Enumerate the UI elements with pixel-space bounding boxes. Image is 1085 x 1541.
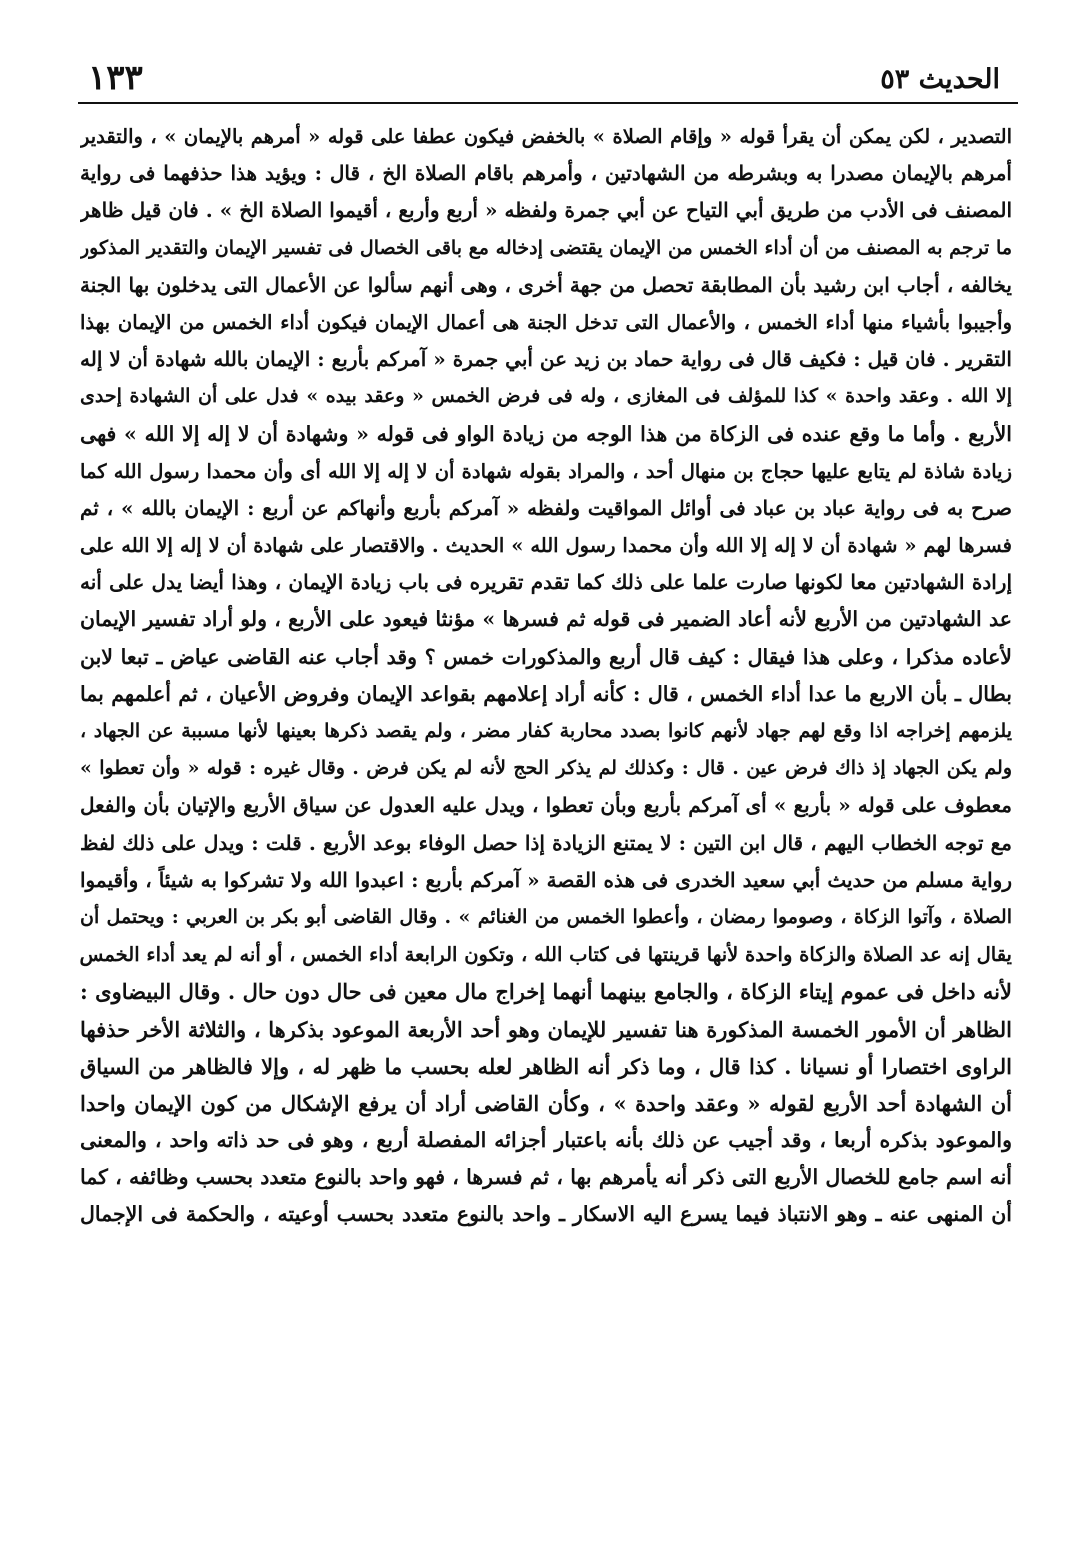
text-line: إرادة الشهادتين معا لكونها صارت علما على ذلك كما تقدم تقريره فى باب زيادة الإيمان ، وهذا أيضا يدل على أنه bbox=[80, 570, 1012, 595]
section-title: الحديث ٥٣ bbox=[880, 64, 1000, 95]
text-line: ولم يكن الجهاد إذ ذاك فرض عين . قال : وكذلك لم يذكر الحج لأنه لم يكن فرض . وقال غيره : قوله « وأن تعطوا » bbox=[80, 757, 1012, 780]
text-line: المصنف فى الأدب من طريق أبي التياح عن أبي جمرة ولفظه « أربع وأربع ، أقيموا الصلاة الخ » . فان قيل ظاهر bbox=[80, 198, 1012, 223]
text-line: والموعود بذكره أربعا ، وقد أجيب عن ذلك بأنه باعتبار أجزائه المفصلة أربع ، وهو فى حد ذاته واحد ، والمعنى bbox=[80, 1128, 1012, 1153]
header-rule bbox=[78, 102, 1018, 104]
text-line: وأجيبوا بأشياء منها أداء الخمس ، والأعمال التى تدخل الجنة هى أعمال الإيمان فيكون أداء الخمس من الإيمان بهذا bbox=[80, 310, 1012, 334]
page-number: ١٣٣ bbox=[88, 58, 143, 98]
text-line: أنه اسم جامع للخصال الأربع التى ذكر أنه يأمرهم بها ، ثم فسرها ، فهو واحد بالنوع متعدد بحسب وظائفه ، كما bbox=[80, 1165, 1012, 1190]
text-line: معطوف على قوله « بأربع » أى آمركم بأربع وبأن تعطوا ، ويدل عليه العدول عن سياق الأربع والإتيان بأن والفعل bbox=[80, 793, 1012, 818]
text-line: يلزمهم إخراجه اذا وقع لهم جهاد لأنهم كانوا بصدد محاربة كفار مضر ، ولم يقصد ذكرها بعينها لأنها مسببة عن الجهاد ، bbox=[80, 720, 1012, 742]
text-line: رواية مسلم من حديث أبي سعيد الخدرى فى هذه القصة « آمركم بأربع : اعبدوا الله ولا تشركوا به شيئاً ، وأقيموا bbox=[80, 867, 1012, 892]
text-line: عد الشهادتين من الأربع لأنه أعاد الضمير فى قوله ثم فسرها » مؤنثا فيعود على الأربع ، ولو أراد تفسير الإيمان bbox=[80, 607, 1012, 632]
text-line: ما ترجم به المصنف من أن أداء الخمس من الإيمان يقتضى إدخاله مع باقى الخصال فى تفسير الإيمان والتقدير المذكور bbox=[80, 236, 1012, 259]
text-line: يخالفه ، أجاب ابن رشيد بأن المطابقة تحصل من جهة أخرى ، وهى أنهم سألوا عن الأعمال التى يدخلون بها الجنة bbox=[80, 272, 1012, 297]
text-line: إلا الله . وعقد واحدة » كذا للمؤلف فى المغازى ، وله فى فرض الخمس « وعقد بيده » فدل على أن الشهادة إحدى bbox=[80, 385, 1012, 408]
text-line: الظاهر أن الأمور الخمسة المذكورة هنا تفسير للإيمان وهو أحد الأربعة الموعود بذكرها ، والثلاثة الأخر حذفها bbox=[80, 1016, 1012, 1042]
text-line: التقرير . فان قيل : فكيف قال فى رواية حماد بن زيد عن أبي جمرة « آمركم بأربع : الإيمان بالله شهادة أن لا إله bbox=[80, 347, 1012, 372]
text-line: الراوى اختصارا أو نسيانا . كذا قال ، وما ذكر أنه الظاهر لعله بحسب ما ظهر له ، وإلا فالظاهر من السياق bbox=[80, 1053, 1012, 1079]
body-text bbox=[80, 118, 1012, 1234]
text-line: أن الشهادة أحد الأربع لقوله « وعقد واحدة » ، وكأن القاضى أراد أن يرفع الإشكال من كون الإيمان واحدا bbox=[80, 1090, 1012, 1116]
text-line: مع توجه الخطاب اليهم ، قال ابن التين : لا يمتنع الزيادة إذا حصل الوفاء بوعد الأربع . قلت : ويدل على ذلك لفظ bbox=[80, 830, 1012, 855]
text-line: لأعاده مذكرا ، وعلى هذا فيقال : كيف قال أربع والمذكورات خمس ؟ وقد أجاب عنه القاضى عياض ـ تبعا لابن bbox=[80, 644, 1012, 669]
text-line: الأربع . وأما ما وقع عنده فى الزكاة من هذا الوجه من زيادة الواو فى قوله « وشهادة أن لا إله إلا الله » فهى bbox=[80, 421, 1012, 446]
text-line: أمرهم بالإيمان مصدرا به وبشرطه من الشهادتين ، وأمرهم باقام الصلاة الخ ، قال : ويؤيد هذا حذفهما فى رواية bbox=[80, 161, 1012, 186]
text-line: صرح به فى رواية عباد بن عباد فى أوائل المواقيت ولفظه « آمركم بأربع وأنهاكم عن أربع : الإيمان بالله » ، ثم bbox=[80, 495, 1012, 520]
page-header bbox=[78, 58, 1014, 102]
text-line: أن المنهى عنه ـ وهو الانتباذ فيما يسرع اليه الاسكار ـ واحد بالنوع متعدد بحسب أوعيته ، والحكمة فى الإجمال bbox=[80, 1202, 1012, 1227]
text-line: فسرها لهم « شهادة أن لا إله إلا الله وأن محمدا رسول الله » الحديث . والاقتصار على شهادة أن لا إله إلا الله على bbox=[80, 534, 1012, 558]
text-line: لأنه داخل فى عموم إيتاء الزكاة ، والجامع بينهما أنهما إخراج مال معين فى حال دون حال . وقال البيضاوى : bbox=[80, 979, 1012, 1005]
text-line: الصلاة ، وآتوا الزكاة ، وصوموا رمضان ، وأعطوا الخمس من الغنائم » . وقال القاضى أبو بكر بن العربي : ويحتمل أن bbox=[80, 905, 1012, 928]
text-line: بطال ـ بأن الاربع ما عدا أداء الخمس ، قال : كأنه أراد إعلامهم بقواعد الإيمان وفروض الأعيان ، ثم أعلمهم بما bbox=[80, 681, 1012, 706]
text-line: زيادة شاذة لم يتابع عليها حجاج بن منهال أحد ، والمراد بقوله شهادة أن لا إله إلا الله أى وأن محمدا رسول الله كما bbox=[80, 459, 1012, 483]
text-line: يقال إنه عد الصلاة والزكاة واحدة لأنها قرينتها فى كتاب الله ، وتكون الرابعة أداء الخمس ، أو أنه لم يعد أداء الخمس bbox=[80, 943, 1012, 967]
text-line: التصدير ، لكن يمكن أن يقرأ قوله « وإقام الصلاة » بالخفض فيكون عطفا على قوله « أمرهم بالإيمان » ، والتقدير bbox=[80, 125, 1012, 148]
